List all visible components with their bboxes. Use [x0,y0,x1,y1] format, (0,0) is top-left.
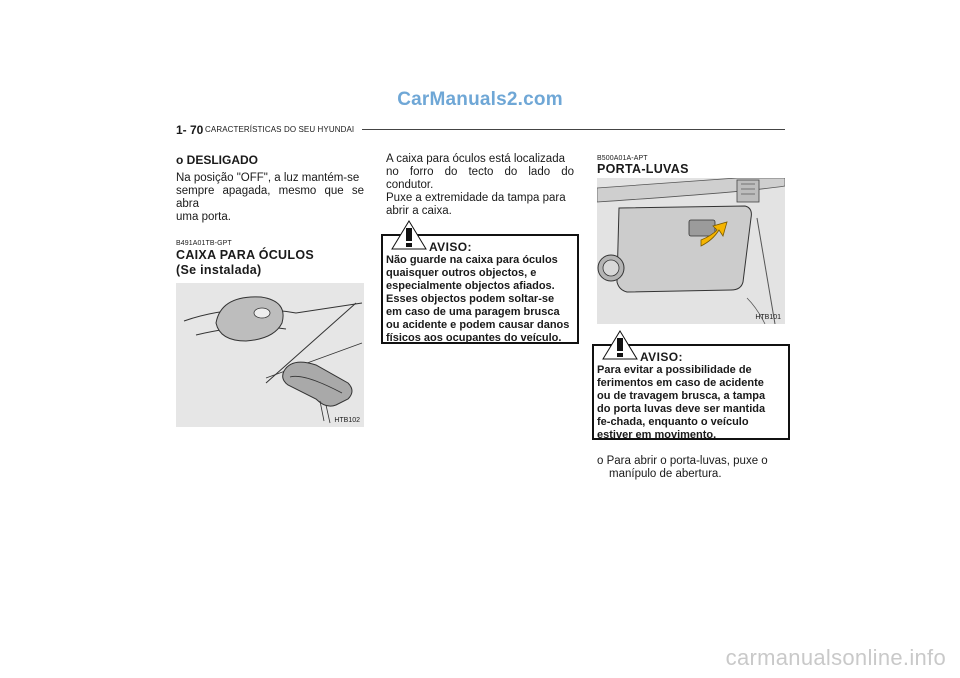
warning-line: Para evitar a possibilidade de [597,364,752,376]
section-heading: PORTA-LUVAS [597,162,689,176]
text-line: Na posição "OFF", a luz mantém-se [176,172,360,184]
bullet-line: manípulo de abertura. [609,468,722,480]
warning-line: ferimentos em caso de acidente [597,377,764,389]
warning-box [592,344,790,440]
sunglass-holder-drawing [176,283,364,427]
text-line: no forro do tecto do lado do condutor. [386,166,574,191]
warning-body [386,254,574,345]
warning-line: ou de travagem brusca, a tampa [597,390,766,402]
warning-line: Esses objectos podem soltar-se [386,293,555,305]
warning-triangle-icon [602,330,638,360]
glove-box-drawing [597,178,785,324]
header-rule [362,129,785,130]
text-line: A caixa para óculos está localizada [386,153,565,165]
warning-line: Não guarde na caixa para óculos [386,254,558,266]
warning-title: AVISO: [429,240,472,254]
text-line: uma porta. [176,211,231,223]
glove-box-illustration [597,178,785,324]
bullet-line: o Para abrir o porta-luvas, puxe o [597,455,768,467]
page-number: 1- 70 [176,123,204,137]
watermark-top: CarManuals2.com [397,89,563,110]
sunglass-holder-illustration [176,283,364,427]
section-code: B491A01TB-GPT [176,240,232,247]
sunglass-paragraph [386,153,574,218]
warning-line: quaisquer outros objectos, e [386,267,537,279]
off-subheading: o DESLIGADO [176,153,259,167]
text-line: sempre apagada, mesmo que se abra [176,185,364,210]
section-code: B500A01A-APT [597,155,648,162]
warning-body [597,364,785,442]
image-label: HTB102 [334,417,360,424]
warning-line: em caso de uma paragem brusca [386,306,560,318]
heading-line: CAIXA PARA ÓCULOS [176,248,314,262]
text-line: abrir a caixa. [386,205,452,217]
warning-line: do porta luvas deve ser mantida [597,403,766,415]
heading-line: (Se instalada) [176,263,262,277]
image-label: HTB101 [755,314,781,321]
warning-line: físicos aos ocupantes do veículo. [386,332,562,344]
warning-triangle-icon [391,220,427,250]
off-paragraph [176,172,364,224]
bullet-item [597,455,785,481]
text-line: Puxe a extremidade da tampa para [386,192,566,204]
warning-box [381,234,579,344]
watermark-bottom: carmanualsonline.info [725,645,946,670]
warning-title: AVISO: [640,350,683,364]
warning-line: fe-chada, enquanto o veículo [597,416,749,428]
section-title: CARACTERÍSTICAS DO SEU HYUNDAI [205,125,355,134]
warning-line: especialmente objectos afiados. [386,280,555,292]
warning-line: estiver em movimento. [597,429,717,441]
warning-line: ou acidente e podem causar danos [386,319,570,331]
section-heading [176,248,314,278]
